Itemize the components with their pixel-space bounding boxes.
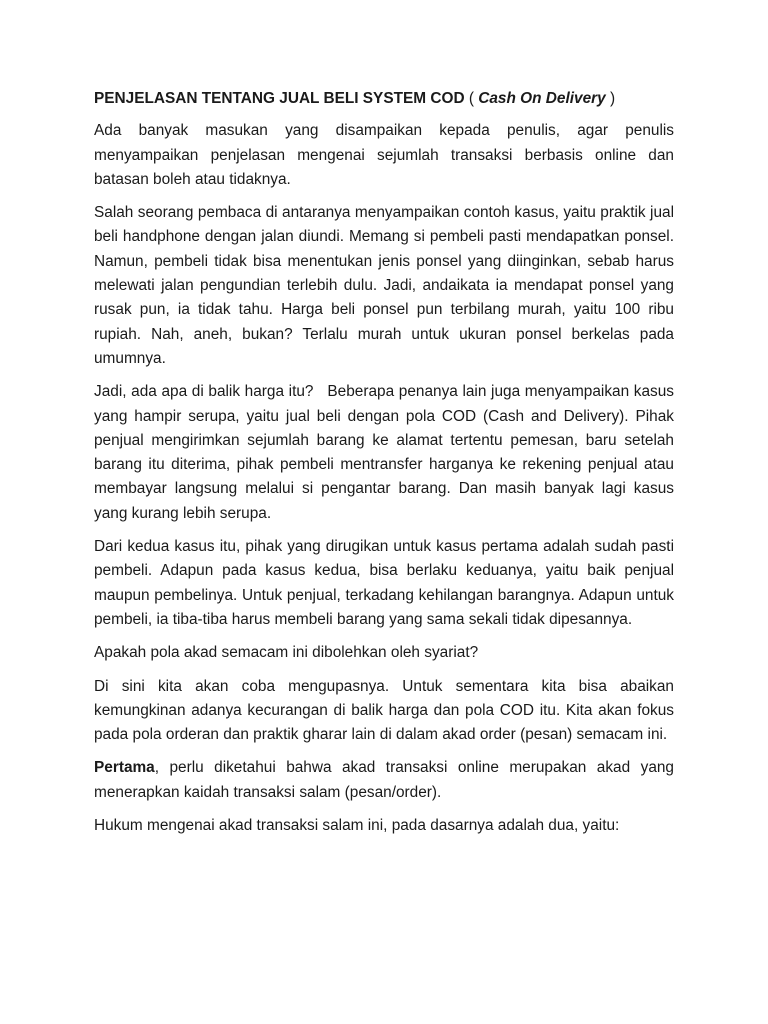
title-close-paren: ) [605,90,616,107]
paragraph-1: Ada banyak masukan yang disampaikan kepada penulis, agar penulis menyampaikan penjelasan mengenai sejumlah transaksi berbasis online dan batasan boleh atau tidaknya. [94,122,674,188]
paragraph-5: Apakah pola akad semacam ini dibolehkan oleh syariat? [94,644,479,662]
paragraph-2: Salah seorang pembaca di antaranya menyampaikan contoh kasus, yaitu praktik jual beli handphone dengan jalan diundi. Memang si pembeli pasti mendapatkan ponsel. Namun, pembeli tidak bisa menentukan jenis ponsel yang diinginkan, sebab harus melewati jalan pengundian terlebih dulu. Jadi, andaikata ia mendapat ponsel yang rusak pun, ia tidak tahu. Harga beli ponsel pun terbilang murah, yaitu 100 ribu rupiah. Nah, aneh, bukan? Terlalu murah untuk ukuran ponsel berkelas pada umumnya. [94,204,674,367]
paragraph-7 [94,756,674,805]
paragraph-7-text: , perlu diketahui bahwa akad transaksi online merupakan akad yang menerapkan kaidah transaksi salam (pesan/order). [94,759,674,801]
document-title [94,87,674,111]
paragraph-4: Dari kedua kasus itu, pihak yang dirugikan untuk kasus pertama adalah sudah pasti pembeli. Adapun pada kasus kedua, bisa berlaku keduanya, yaitu baik penjual maupun pembelinya. Untuk penjual, terkadang kehilangan barangnya. Adapun untuk pembeli, ia tiba-tiba harus membeli barang yang sama sekali tidak dipesannya. [94,538,674,628]
paragraph-3-text: Jadi, ada apa di balik harga itu? Beberapa penanya lain juga menyampaikan kasus yang hampir serupa, yaitu jual beli dengan pola COD (Cash and Delivery). Pihak penjual mengirimkan sejumlah barang ke alamat tertentu pemesan, baru setelah barang itu diterima, pihak pembeli mentransfer harganya ke rekening penjual atau membayar langsung melalui si pengantar barang. Dan masih banyak lagi kasus yang kurang lebih serupa. [94,383,679,522]
title-main: PENJELASAN TENTANG JUAL BELI SYSTEM COD [94,90,465,107]
title-emphasis: Cash On Delivery [478,90,606,107]
paragraph-7-lead: Pertama [94,759,155,777]
paragraph-3 [94,380,679,526]
paragraph-6: Di sini kita akan coba mengupasnya. Untuk sementara kita bisa abaikan kemungkinan adanya kecurangan di balik harga dan pola COD itu. Kita akan fokus pada pola orderan dan praktik gharar lain di dalam akad order (pesan) semacam ini. [94,677,674,744]
paragraph-8: Hukum mengenai akad transaksi salam ini, pada dasarnya adalah dua, yaitu: [94,817,620,835]
document-body [94,87,679,847]
title-open-paren: ( [464,90,479,107]
